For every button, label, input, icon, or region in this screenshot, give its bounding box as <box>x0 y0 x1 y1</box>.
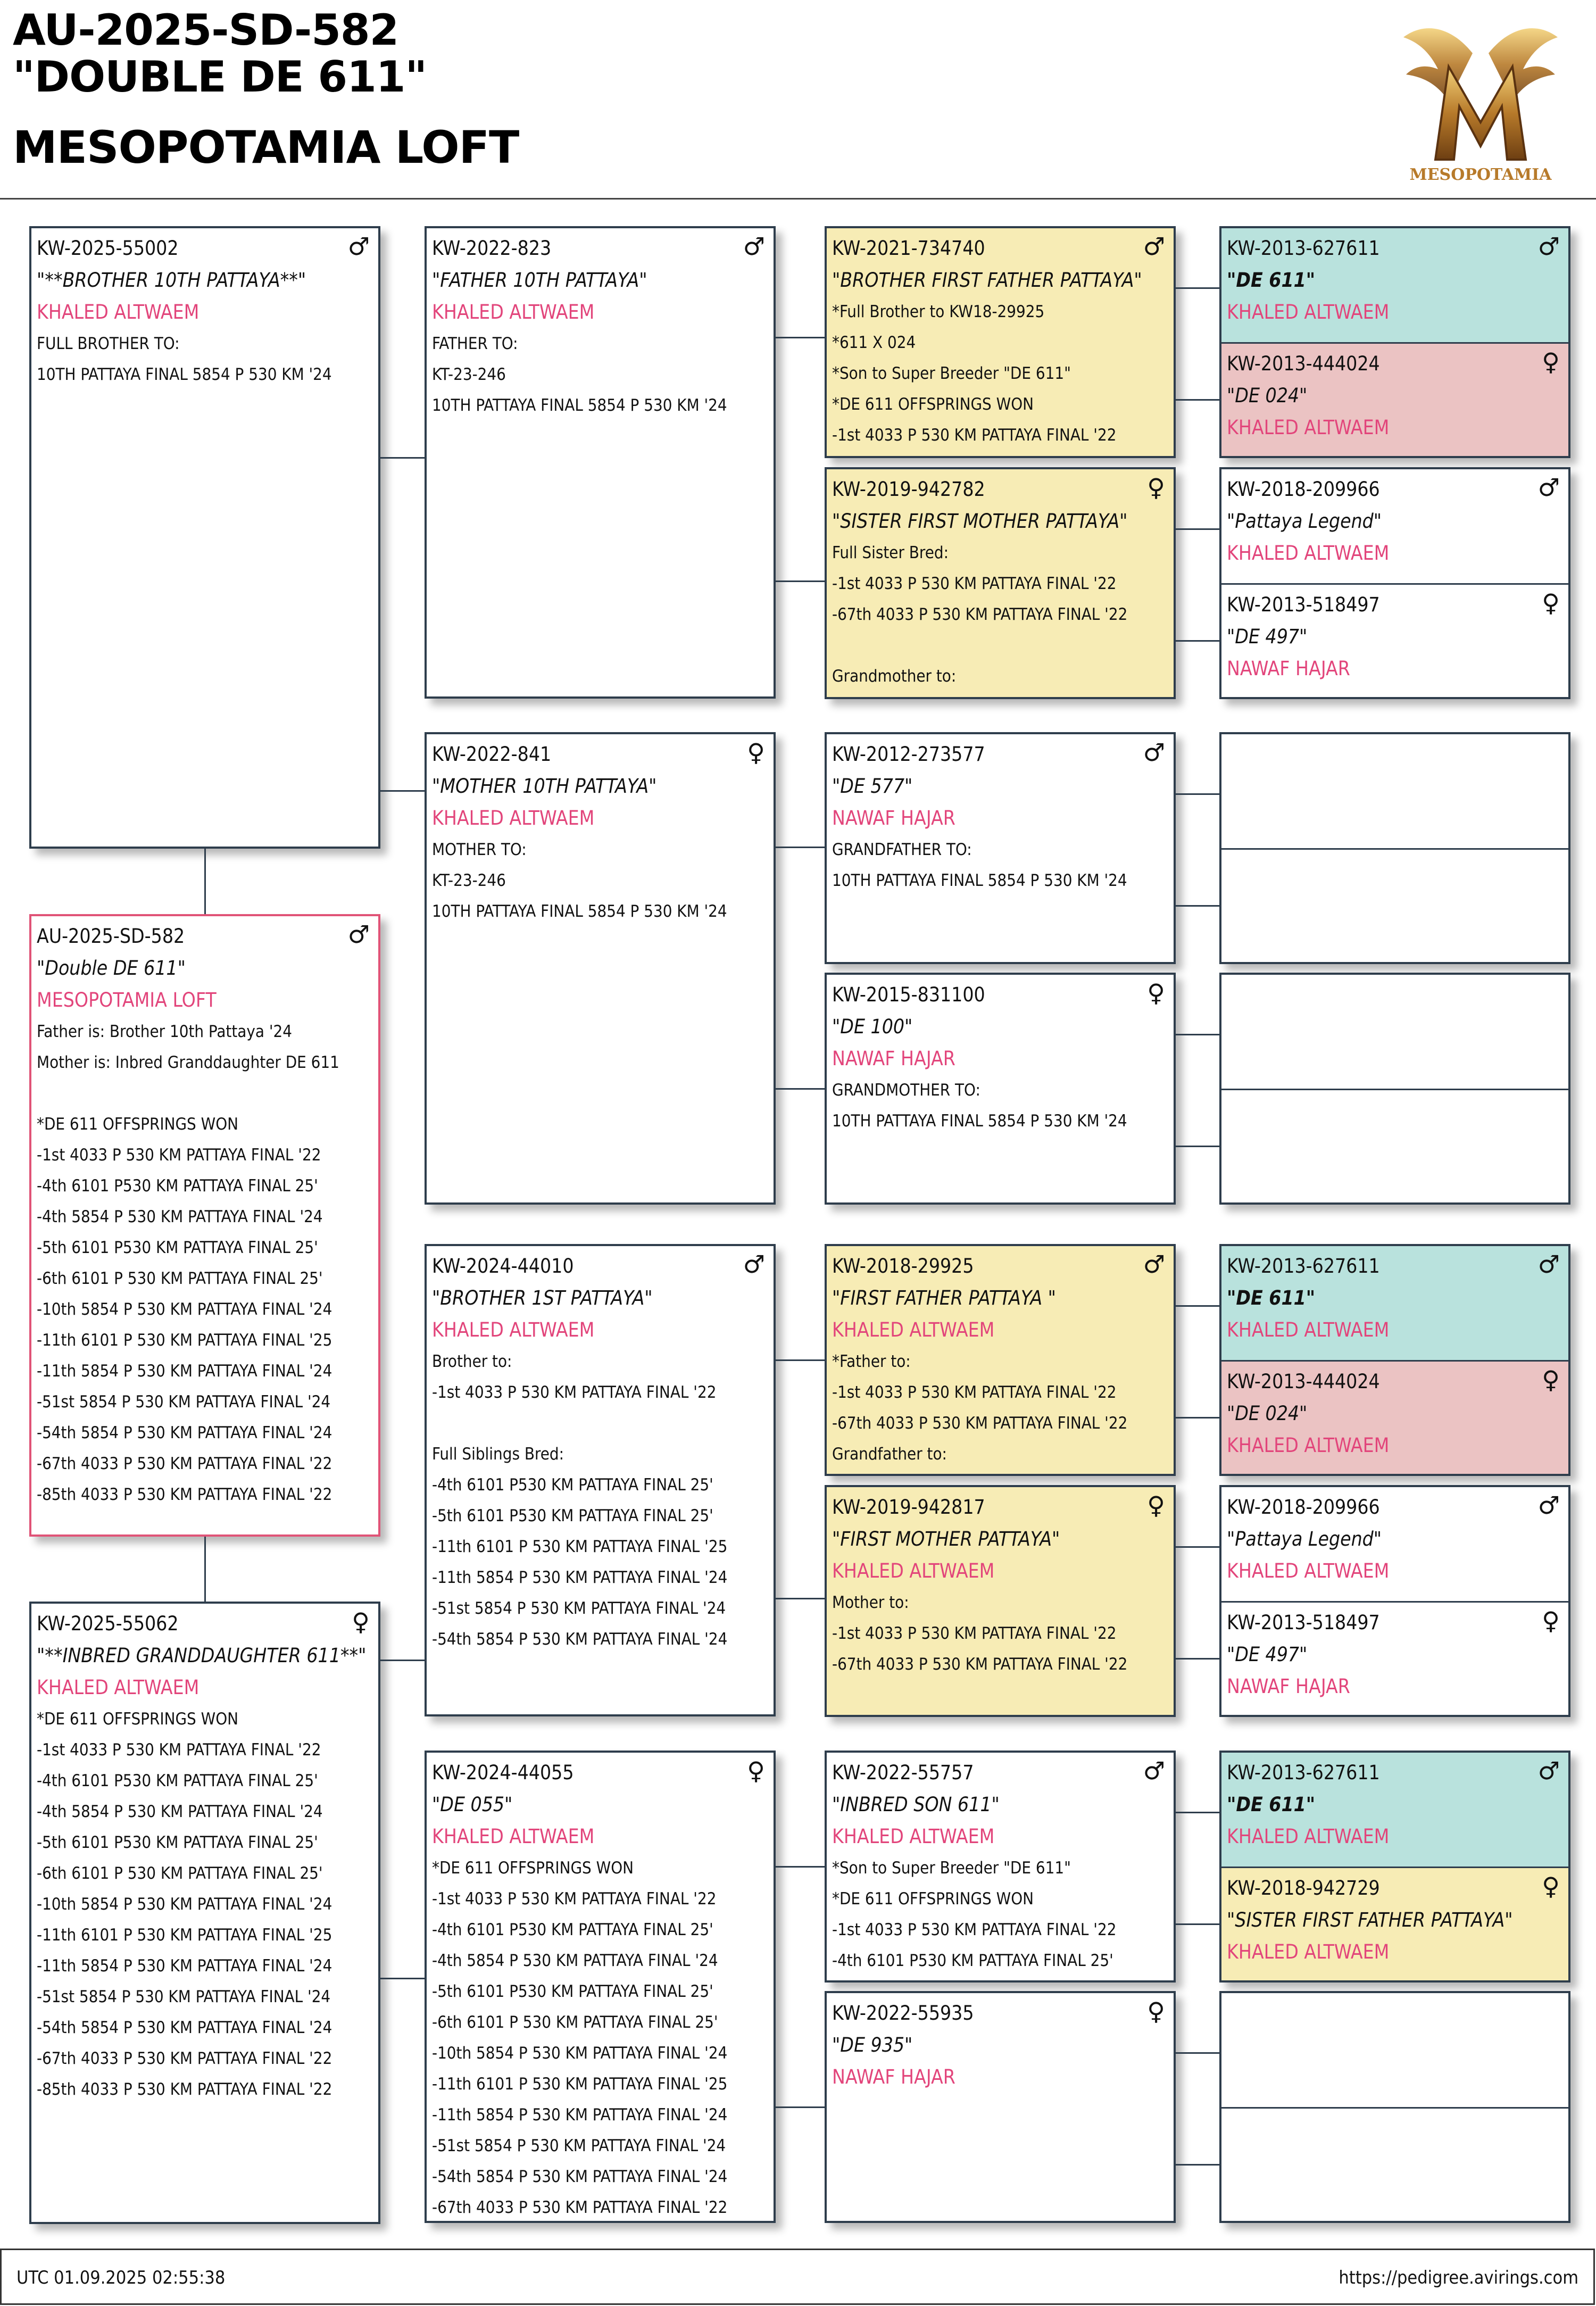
note-line: -4th 6101 P530 KM PATTAYA FINAL 25' <box>432 1475 713 1495</box>
ancestor-card-gen4-8[interactable] <box>1219 1991 1570 2223</box>
svg-text:MESOPOTAMIA: MESOPOTAMIA <box>1409 165 1552 184</box>
connector-line <box>1176 793 1219 795</box>
bird-card-sire-dam[interactable] <box>425 732 776 1205</box>
bird-card-dds[interactable] <box>825 1751 1176 1983</box>
owner-name: KHALED ALTWAEM <box>1227 301 1390 323</box>
female-sex-icon: ♀ <box>1542 347 1560 376</box>
note-line: -11th 5854 P 530 KM PATTAYA FINAL '24 <box>37 1362 332 1381</box>
bird-name: "Double DE 611" <box>37 957 186 980</box>
owner-name: MESOPOTAMIA LOFT <box>37 989 217 1011</box>
ring-number: KW-2019-942782 <box>832 478 985 501</box>
owner-name: KHALED ALTWAEM <box>432 301 595 323</box>
bird-name: "**INBRED GRANDDAUGHTER 611**" <box>37 1644 367 1667</box>
note-line: -1st 4033 P 530 KM PATTAYA FINAL '22 <box>432 1383 717 1402</box>
connector-line <box>380 1978 425 1979</box>
connector-line <box>1176 2052 1219 2054</box>
male-sex-icon: ♂ <box>1143 738 1165 767</box>
connector-line <box>1176 1305 1219 1307</box>
bird-card-ssd[interactable] <box>825 467 1176 699</box>
bird-name: "DE 497" <box>1227 625 1308 648</box>
bird-card-dsd[interactable] <box>825 1485 1176 1717</box>
connector-line <box>1176 1546 1219 1548</box>
ring-number: KW-2024-44010 <box>432 1255 574 1278</box>
note-line: 10TH PATTAYA FINAL 5854 P 530 KM '24 <box>832 1111 1127 1131</box>
connector-line <box>380 1660 425 1661</box>
ring-number: KW-2012-273577 <box>832 743 985 766</box>
note-line: -51st 5854 P 530 KM PATTAYA FINAL '24 <box>37 1987 331 2006</box>
bird-name: "DE 611" <box>1227 1287 1316 1309</box>
note-line: -11th 5854 P 530 KM PATTAYA FINAL '24 <box>37 1956 332 1976</box>
male-sex-icon: ♂ <box>1537 1491 1560 1520</box>
note-line: -67th 4033 P 530 KM PATTAYA FINAL '22 <box>832 1655 1128 1674</box>
bird-name: "DE 935" <box>832 2034 913 2056</box>
note-line: -1st 4033 P 530 KM PATTAYA FINAL '22 <box>832 1624 1117 1643</box>
note-line: *DE 611 OFFSPRINGS WON <box>432 1859 634 1878</box>
note-line: -51st 5854 P 530 KM PATTAYA FINAL '24 <box>432 1599 726 1618</box>
owner-name: KHALED ALTWAEM <box>432 1825 595 1848</box>
owner-name: KHALED ALTWAEM <box>832 1318 995 1341</box>
note-line: -11th 6101 P 530 KM PATTAYA FINAL '25 <box>37 1926 332 1945</box>
bird-name: "FATHER 10TH PATTAYA" <box>432 269 647 292</box>
bird-name: "FIRST FATHER PATTAYA " <box>832 1287 1056 1309</box>
note-line: 10TH PATTAYA FINAL 5854 P 530 KM '24 <box>432 902 727 921</box>
owner-name: KHALED ALTWAEM <box>1227 1318 1390 1341</box>
header-divider <box>0 198 1596 200</box>
connector-line <box>380 457 425 459</box>
owner-name: KHALED ALTWAEM <box>432 1318 595 1341</box>
owner-name: KHALED ALTWAEM <box>1227 1940 1390 1963</box>
note-line: -54th 5854 P 530 KM PATTAYA FINAL '24 <box>37 1423 332 1442</box>
connector-line <box>204 1537 206 1602</box>
bird-name: "DE 100" <box>832 1015 913 1038</box>
ring-number: KW-2013-518497 <box>1227 1611 1380 1634</box>
ring-number: KW-2019-942817 <box>832 1496 985 1519</box>
connector-line <box>1176 1146 1219 1147</box>
bird-card-dam-dam[interactable] <box>425 1751 776 2223</box>
note-line: -1st 4033 P 530 KM PATTAYA FINAL '22 <box>832 574 1117 593</box>
male-sex-icon: ♂ <box>1537 473 1560 502</box>
ring-number: KW-2013-627611 <box>1227 1255 1380 1278</box>
note-line: -67th 4033 P 530 KM PATTAYA FINAL '22 <box>432 2198 728 2217</box>
note-line: -1st 4033 P 530 KM PATTAYA FINAL '22 <box>432 1889 717 1909</box>
pedigree-ring-title: AU-2025-SD-582 <box>13 5 399 55</box>
male-sex-icon: ♂ <box>1143 1756 1165 1785</box>
male-sex-icon: ♂ <box>743 1250 765 1279</box>
connector-line <box>776 580 825 582</box>
note-line: -54th 5854 P 530 KM PATTAYA FINAL '24 <box>432 2167 728 2186</box>
note-line <box>432 1408 768 1439</box>
owner-name: KHALED ALTWAEM <box>1227 1434 1390 1457</box>
bird-card-subject[interactable] <box>29 914 380 1537</box>
note-line: *Son to Super Breeder "DE 611" <box>832 1859 1071 1878</box>
note-line: -4th 5854 P 530 KM PATTAYA FINAL '24 <box>37 1207 323 1226</box>
bird-name: "DE 024" <box>1227 384 1308 407</box>
ring-number: KW-2024-44055 <box>432 1761 574 1784</box>
ring-number: KW-2013-627611 <box>1227 237 1380 260</box>
owner-name: NAWAF HAJAR <box>1227 657 1350 680</box>
owner-name: KHALED ALTWAEM <box>432 807 595 830</box>
connector-line <box>776 2106 825 2108</box>
note-line: Grandmother to: <box>832 667 957 686</box>
note-line: *Son to Super Breeder "DE 611" <box>832 364 1071 383</box>
connector-line <box>776 1866 825 1868</box>
connector-line <box>776 1359 825 1361</box>
ring-number: KW-2018-942729 <box>1227 1877 1380 1899</box>
note-line: FULL BROTHER TO: <box>37 334 180 353</box>
note-line: -4th 5854 P 530 KM PATTAYA FINAL '24 <box>432 1951 718 1970</box>
ring-number: KW-2022-55757 <box>832 1761 974 1784</box>
note-line: -4th 6101 P530 KM PATTAYA FINAL 25' <box>37 1771 318 1790</box>
male-sex-icon: ♂ <box>1143 232 1165 261</box>
note-line: *DE 611 OFFSPRINGS WON <box>37 1115 239 1134</box>
note-line: -1st 4033 P 530 KM PATTAYA FINAL '22 <box>37 1146 321 1165</box>
bird-card-sds[interactable] <box>825 732 1176 964</box>
note-line: -10th 5854 P 530 KM PATTAYA FINAL '24 <box>432 2044 728 2063</box>
owner-name: KHALED ALTWAEM <box>832 1825 995 1848</box>
female-sex-icon: ♀ <box>1147 978 1165 1007</box>
female-sex-icon: ♀ <box>747 1756 765 1785</box>
connector-line <box>1176 399 1219 401</box>
female-sex-icon: ♀ <box>1147 473 1165 502</box>
owner-name: KHALED ALTWAEM <box>37 1676 200 1699</box>
owner-name: KHALED ALTWAEM <box>1227 1825 1390 1848</box>
connector-line <box>776 1598 825 1599</box>
owner-name: NAWAF HAJAR <box>832 1047 955 1070</box>
connector-line <box>1176 1923 1219 1925</box>
note-line: -5th 6101 P530 KM PATTAYA FINAL 25' <box>37 1833 318 1852</box>
ancestor-card-gen4-6[interactable] <box>1219 1485 1570 1717</box>
bird-name: "INBRED SON 611" <box>832 1793 1000 1816</box>
connector-line <box>1176 640 1219 642</box>
note-line: *Full Brother to KW18-29925 <box>832 302 1045 321</box>
note-line: -54th 5854 P 530 KM PATTAYA FINAL '24 <box>37 2018 332 2037</box>
note-line: GRANDFATHER TO: <box>832 840 972 859</box>
connector-line <box>1176 528 1219 530</box>
note-line: -6th 6101 P 530 KM PATTAYA FINAL 25' <box>432 2013 718 2032</box>
female-sex-icon: ♀ <box>1542 1872 1560 1901</box>
bird-name: "SISTER FIRST FATHER PATTAYA" <box>1227 1909 1513 1931</box>
connector-line <box>1176 1658 1219 1660</box>
note-line <box>832 630 1168 661</box>
note-line: -67th 4033 P 530 KM PATTAYA FINAL '22 <box>37 1454 332 1473</box>
note-line: -67th 4033 P 530 KM PATTAYA FINAL '22 <box>832 1414 1128 1433</box>
female-sex-icon: ♀ <box>1147 1491 1165 1520</box>
note-line: -51st 5854 P 530 KM PATTAYA FINAL '24 <box>37 1392 331 1412</box>
note-line: GRANDMOTHER TO: <box>832 1081 980 1100</box>
owner-name: NAWAF HAJAR <box>832 807 955 830</box>
footer <box>0 2249 1595 2305</box>
bird-name: "BROTHER FIRST FATHER PATTAYA" <box>832 269 1142 292</box>
bird-name: "DE 611" <box>1227 1793 1316 1816</box>
bird-name: "DE 611" <box>1227 269 1316 292</box>
ancestor-card-gen4-4[interactable] <box>1219 973 1570 1205</box>
note-line: -67th 4033 P 530 KM PATTAYA FINAL '22 <box>832 605 1128 624</box>
connector-line <box>776 847 825 848</box>
female-sex-icon: ♀ <box>352 1607 370 1636</box>
note-line: -1st 4033 P 530 KM PATTAYA FINAL '22 <box>832 1920 1117 1939</box>
bird-name: "BROTHER 1ST PATTAYA" <box>432 1287 653 1309</box>
note-line: -85th 4033 P 530 KM PATTAYA FINAL '22 <box>37 2080 332 2099</box>
note-line: -1st 4033 P 530 KM PATTAYA FINAL '22 <box>832 426 1117 445</box>
female-sex-icon: ♀ <box>747 738 765 767</box>
note-line: -11th 5854 P 530 KM PATTAYA FINAL '24 <box>432 1568 728 1587</box>
bird-name: "**BROTHER 10TH PATTAYA**" <box>37 269 306 292</box>
bird-card-dss[interactable] <box>825 1244 1176 1476</box>
bird-card-sss[interactable] <box>825 226 1176 458</box>
note-line: Grandfather to: <box>832 1445 947 1464</box>
note-line: -54th 5854 P 530 KM PATTAYA FINAL '24 <box>432 1630 728 1649</box>
owner-name: KHALED ALTWAEM <box>1227 416 1390 439</box>
note-line: -51st 5854 P 530 KM PATTAYA FINAL '24 <box>432 2136 726 2155</box>
note-line: -11th 6101 P 530 KM PATTAYA FINAL '25 <box>432 1537 728 1556</box>
owner-name: KHALED ALTWAEM <box>37 301 200 323</box>
note-line: 10TH PATTAYA FINAL 5854 P 530 KM '24 <box>432 396 727 415</box>
note-line: Mother is: Inbred Granddaughter DE 611 <box>37 1053 339 1072</box>
connector-line <box>380 790 425 792</box>
ring-number: KW-2022-823 <box>432 237 552 260</box>
note-line: -10th 5854 P 530 KM PATTAYA FINAL '24 <box>37 1895 332 1914</box>
male-sex-icon: ♂ <box>1143 1250 1165 1279</box>
mesopotamia-logo <box>1393 16 1568 186</box>
connector-line <box>1176 2164 1219 2166</box>
note-line: *Father to: <box>832 1352 911 1371</box>
male-sex-icon: ♂ <box>1537 1756 1560 1785</box>
note-line: -11th 5854 P 530 KM PATTAYA FINAL '24 <box>432 2105 728 2125</box>
note-line: -1st 4033 P 530 KM PATTAYA FINAL '22 <box>832 1383 1117 1402</box>
note-line: Mother to: <box>832 1593 909 1612</box>
bird-card-dam-sire[interactable] <box>425 1244 776 1716</box>
ring-number: KW-2018-209966 <box>1227 478 1380 501</box>
timestamp: UTC 01.09.2025 02:55:38 <box>16 2267 226 2288</box>
bird-name: "MOTHER 10TH PATTAYA" <box>432 775 657 798</box>
female-sex-icon: ♀ <box>1542 1365 1560 1394</box>
male-sex-icon: ♂ <box>1537 1250 1560 1279</box>
ring-number: KW-2025-55062 <box>37 1612 179 1635</box>
bird-name: "DE 024" <box>1227 1402 1308 1425</box>
note-line: -85th 4033 P 530 KM PATTAYA FINAL '22 <box>37 1485 332 1504</box>
note-line: -4th 6101 P530 KM PATTAYA FINAL 25' <box>832 1951 1113 1970</box>
bird-name: "SISTER FIRST MOTHER PATTAYA" <box>832 510 1128 533</box>
ancestor-card-gen4-2[interactable] <box>1219 467 1570 699</box>
female-sex-icon: ♀ <box>1542 1606 1560 1635</box>
female-sex-icon: ♀ <box>1542 588 1560 617</box>
bird-card-sire[interactable] <box>29 226 380 849</box>
bird-card-ddd[interactable] <box>825 1991 1176 2223</box>
note-line: -11th 6101 P 530 KM PATTAYA FINAL '25 <box>37 1331 332 1350</box>
owner-name: NAWAF HAJAR <box>832 2066 955 2088</box>
note-line: -5th 6101 P530 KM PATTAYA FINAL 25' <box>37 1238 318 1257</box>
bird-card-sdd[interactable] <box>825 973 1176 1205</box>
bird-name: "Pattaya Legend" <box>1227 510 1382 533</box>
note-line: Father is: Brother 10th Pattaya '24 <box>37 1022 292 1041</box>
bird-name: "DE 577" <box>832 775 913 798</box>
ancestor-card-gen4-3[interactable] <box>1219 732 1570 964</box>
male-sex-icon: ♂ <box>743 232 765 261</box>
bird-name: "FIRST MOTHER PATTAYA" <box>832 1528 1060 1550</box>
owner-name: KHALED ALTWAEM <box>1227 1560 1390 1582</box>
connector-line <box>1176 905 1219 907</box>
ring-number: KW-2021-734740 <box>832 237 985 260</box>
note-line: *611 X 024 <box>832 333 916 352</box>
loft-title: MESOPOTAMIA LOFT <box>13 121 519 173</box>
note-line: -4th 6101 P530 KM PATTAYA FINAL 25' <box>37 1176 318 1196</box>
bird-name: "DE 055" <box>432 1793 513 1816</box>
ring-number: KW-2025-55002 <box>37 237 179 260</box>
bird-card-sire-sire[interactable] <box>425 226 776 699</box>
note-line: 10TH PATTAYA FINAL 5854 P 530 KM '24 <box>832 871 1127 890</box>
ring-number: AU-2025-SD-582 <box>37 925 185 948</box>
connector-line <box>204 849 206 914</box>
ring-number: KW-2013-444024 <box>1227 1370 1380 1393</box>
male-sex-icon: ♂ <box>1537 232 1560 261</box>
note-line: *DE 611 OFFSPRINGS WON <box>832 395 1034 414</box>
note-line: -5th 6101 P530 KM PATTAYA FINAL 25' <box>432 1982 713 2001</box>
note-line: -4th 6101 P530 KM PATTAYA FINAL 25' <box>432 1920 713 1939</box>
connector-line <box>1176 287 1219 289</box>
note-line: -6th 6101 P 530 KM PATTAYA FINAL 25' <box>37 1269 323 1288</box>
note-line: MOTHER TO: <box>432 840 527 859</box>
note-line: -67th 4033 P 530 KM PATTAYA FINAL '22 <box>37 2049 332 2068</box>
ring-number: KW-2013-444024 <box>1227 352 1380 375</box>
note-line: 10TH PATTAYA FINAL 5854 P 530 KM '24 <box>37 365 332 384</box>
owner-name: KHALED ALTWAEM <box>1227 542 1390 565</box>
ring-number: KW-2022-841 <box>432 743 552 766</box>
connector-line <box>776 337 825 338</box>
connector-line <box>1176 1034 1219 1035</box>
male-sex-icon: ♂ <box>347 920 370 949</box>
ancestor-card-gen4-5[interactable] <box>1219 1244 1570 1476</box>
ring-number: KW-2018-209966 <box>1227 1496 1380 1519</box>
note-line: -10th 5854 P 530 KM PATTAYA FINAL '24 <box>37 1300 332 1319</box>
bird-name: "DE 497" <box>1227 1643 1308 1666</box>
owner-name: KHALED ALTWAEM <box>832 1560 995 1582</box>
ancestor-card-gen4-7[interactable] <box>1219 1751 1570 1983</box>
male-sex-icon: ♂ <box>347 232 370 261</box>
note-line: -4th 5854 P 530 KM PATTAYA FINAL '24 <box>37 1802 323 1821</box>
note-line: *DE 611 OFFSPRINGS WON <box>37 1710 239 1729</box>
note-line: -6th 6101 P 530 KM PATTAYA FINAL 25' <box>37 1864 323 1883</box>
connector-line <box>776 1088 825 1090</box>
note-line: -5th 6101 P530 KM PATTAYA FINAL 25' <box>432 1506 713 1525</box>
bird-name: "Pattaya Legend" <box>1227 1528 1382 1550</box>
ring-number: KW-2022-55935 <box>832 2002 974 2025</box>
ring-number: KW-2013-627611 <box>1227 1761 1380 1784</box>
note-line: *DE 611 OFFSPRINGS WON <box>832 1889 1034 1909</box>
ancestor-card-gen4-1[interactable] <box>1219 226 1570 458</box>
bird-card-dam[interactable] <box>29 1602 380 2224</box>
ring-number: KW-2015-831100 <box>832 983 985 1006</box>
note-line: FATHER TO: <box>432 334 518 353</box>
connector-line <box>1176 1812 1219 1813</box>
note-line: Brother to: <box>432 1352 512 1371</box>
owner-name: NAWAF HAJAR <box>1227 1675 1350 1698</box>
note-line: -1st 4033 P 530 KM PATTAYA FINAL '22 <box>37 1740 321 1760</box>
ring-number: KW-2018-29925 <box>832 1255 974 1278</box>
note-line: KT-23-246 <box>432 365 506 384</box>
note-line <box>37 1078 373 1109</box>
website-link[interactable]: https://pedigree.avirings.com <box>1339 2267 1578 2288</box>
note-line: Full Sister Bred: <box>832 543 949 562</box>
female-sex-icon: ♀ <box>1147 1997 1165 2026</box>
note-line: KT-23-246 <box>432 871 506 890</box>
note-line: -11th 6101 P 530 KM PATTAYA FINAL '25 <box>432 2075 728 2094</box>
connector-line <box>1176 1417 1219 1419</box>
note-line: Full Siblings Bred: <box>432 1445 564 1464</box>
pedigree-name-title: "DOUBLE DE 611" <box>13 52 427 102</box>
ring-number: KW-2013-518497 <box>1227 593 1380 616</box>
